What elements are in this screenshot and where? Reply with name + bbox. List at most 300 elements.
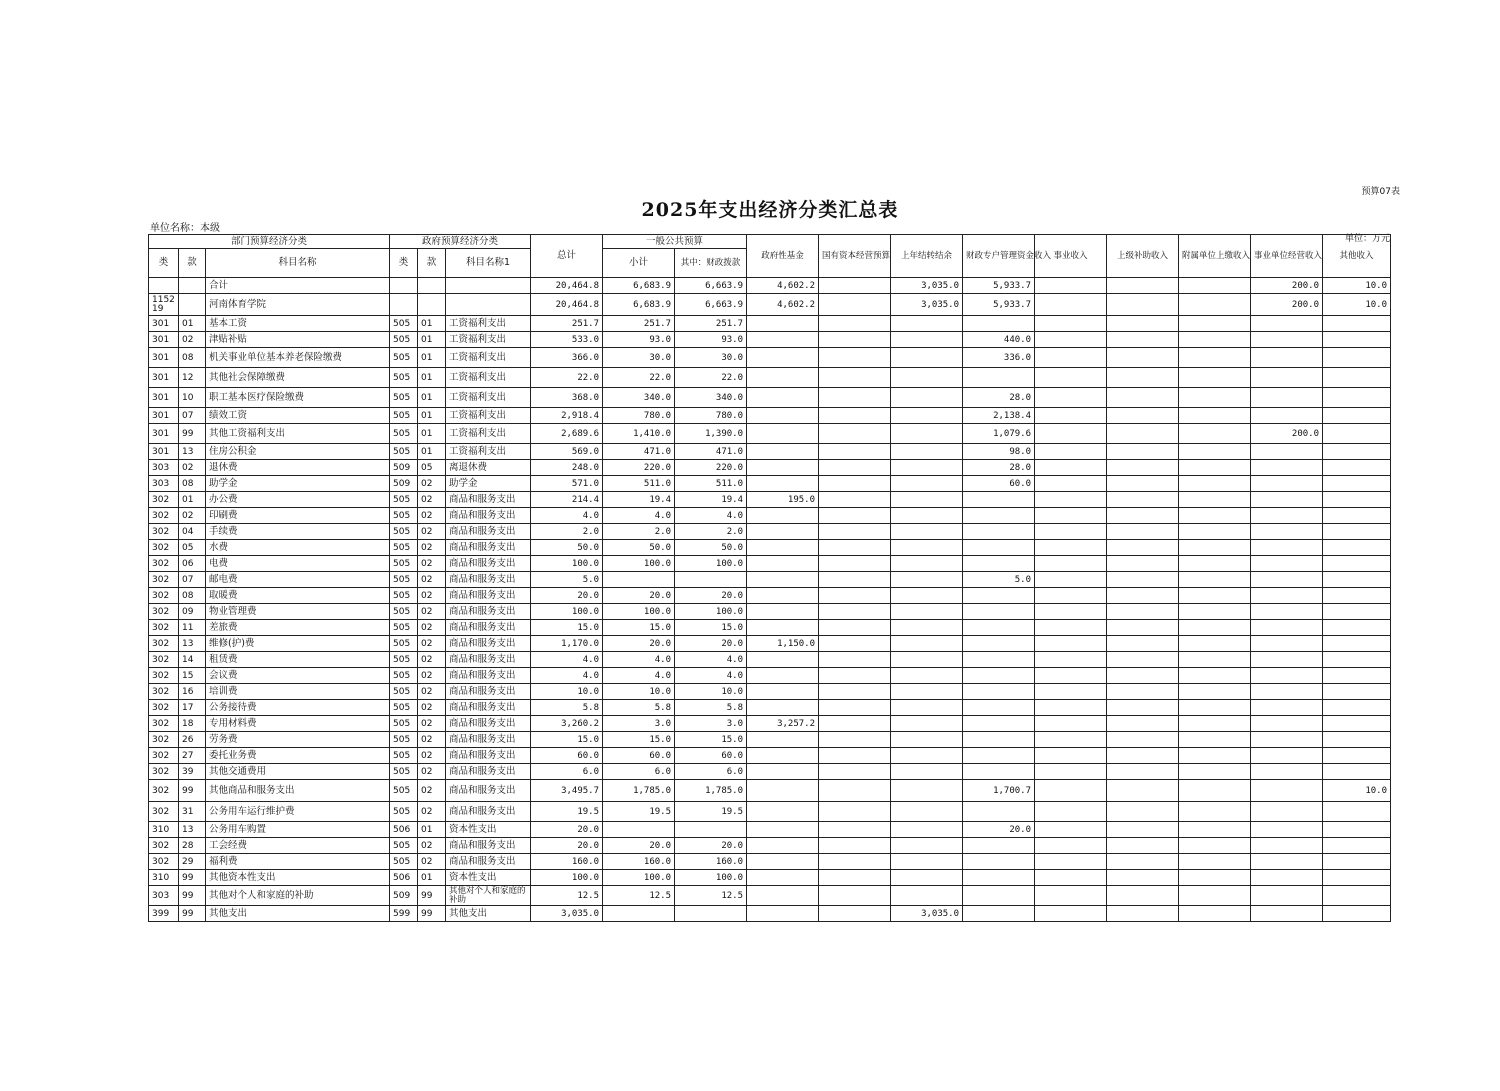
cell-total: 20,464.8 [531, 294, 603, 316]
cell-other-income [1323, 802, 1391, 822]
cell-gov-fund [747, 764, 819, 780]
table-row [149, 700, 1391, 716]
cell-special-fund [963, 906, 1035, 922]
cell-gov-lei: 505 [390, 572, 418, 588]
cell-gov-kuan: 02 [418, 802, 446, 822]
cell-gov-fund [747, 348, 819, 368]
table-row [149, 316, 1391, 332]
cell-gov-lei: 505 [390, 492, 418, 508]
cell-gov-kuan: 02 [418, 540, 446, 556]
cell-special-fund [963, 588, 1035, 604]
cell-state-capital [819, 886, 891, 906]
cell-operating-income [1251, 620, 1323, 636]
cell-fiscal: 22.0 [675, 368, 747, 388]
cell-gov-kuan [418, 278, 446, 294]
cell-total: 251.7 [531, 316, 603, 332]
cell-gov-lei: 505 [390, 652, 418, 668]
cell-operating-income: 200.0 [1251, 424, 1323, 444]
cell-fiscal: 6.0 [675, 764, 747, 780]
cell-gov-lei: 505 [390, 748, 418, 764]
cell-affiliate-income [1179, 652, 1251, 668]
cell-gov-lei: 505 [390, 540, 418, 556]
cell-dept-name: 差旅费 [206, 620, 390, 636]
cell-dept-name: 租赁费 [206, 652, 390, 668]
cell-other-income [1323, 368, 1391, 388]
cell-gov-fund [747, 388, 819, 408]
cell-gov-kuan: 02 [418, 748, 446, 764]
cell-lei: 303 [149, 476, 179, 492]
cell-total: 3,495.7 [531, 780, 603, 802]
cell-gov-kuan: 01 [418, 348, 446, 368]
cell-operating-income [1251, 332, 1323, 348]
cell-state-capital [819, 408, 891, 424]
cell-gov-name: 商品和服务支出 [446, 764, 531, 780]
cell-state-capital [819, 572, 891, 588]
cell-gov-kuan: 02 [418, 700, 446, 716]
cell-gov-fund [747, 780, 819, 802]
cell-operating-income [1251, 764, 1323, 780]
cell-subtotal: 100.0 [603, 870, 675, 886]
cell-subtotal: 5.8 [603, 700, 675, 716]
cell-operating-income [1251, 508, 1323, 524]
cell-carryover [891, 540, 963, 556]
cell-operating-income: 200.0 [1251, 278, 1323, 294]
cell-subtotal [603, 906, 675, 922]
cell-carryover [891, 620, 963, 636]
cell-state-capital [819, 636, 891, 652]
cell-fiscal: 251.7 [675, 316, 747, 332]
cell-fiscal [675, 906, 747, 922]
cell-dept-name: 津贴补贴 [206, 332, 390, 348]
cell-gov-name: 工资福利支出 [446, 444, 531, 460]
cell-total: 15.0 [531, 732, 603, 748]
cell-carryover [891, 348, 963, 368]
cell-special-fund [963, 668, 1035, 684]
cell-gov-name: 商品和服务支出 [446, 700, 531, 716]
cell-carryover [891, 822, 963, 838]
cell-subtotal: 220.0 [603, 460, 675, 476]
cell-affiliate-income [1179, 668, 1251, 684]
cell-gov-kuan: 02 [418, 732, 446, 748]
cell-total: 19.5 [531, 802, 603, 822]
cell-state-capital [819, 854, 891, 870]
table-row [149, 838, 1391, 854]
unit-label: 单位：万元 [1344, 234, 1390, 244]
cell-superior-subsidy [1107, 388, 1179, 408]
cell-gov-kuan: 02 [418, 854, 446, 870]
cell-operating-income [1251, 492, 1323, 508]
cell-state-capital [819, 732, 891, 748]
cell-gov-lei: 509 [390, 476, 418, 492]
cell-other-income [1323, 668, 1391, 684]
cell-gov-fund [747, 620, 819, 636]
cell-other-income [1323, 652, 1391, 668]
cell-kuan: 18 [179, 716, 206, 732]
cell-business-income [1035, 764, 1107, 780]
cell-gov-name: 商品和服务支出 [446, 668, 531, 684]
cell-operating-income: 200.0 [1251, 294, 1323, 316]
table-row [149, 294, 1391, 316]
cell-total: 20.0 [531, 588, 603, 604]
cell-superior-subsidy [1107, 870, 1179, 886]
cell-affiliate-income [1179, 870, 1251, 886]
cell-special-fund [963, 802, 1035, 822]
cell-business-income [1035, 652, 1107, 668]
cell-operating-income [1251, 556, 1323, 572]
cell-carryover [891, 748, 963, 764]
cell-carryover [891, 524, 963, 540]
cell-business-income [1035, 870, 1107, 886]
cell-fiscal [675, 822, 747, 838]
table-row [149, 540, 1391, 556]
cell-dept-name: 公务接待费 [206, 700, 390, 716]
cell-total: 100.0 [531, 556, 603, 572]
cell-kuan: 39 [179, 764, 206, 780]
table-row [149, 668, 1391, 684]
cell-special-fund [963, 604, 1035, 620]
cell-affiliate-income [1179, 716, 1251, 732]
cell-gov-name: 商品和服务支出 [446, 492, 531, 508]
cell-gov-lei: 505 [390, 348, 418, 368]
cell-other-income [1323, 764, 1391, 780]
cell-carryover [891, 388, 963, 408]
cell-affiliate-income [1179, 408, 1251, 424]
cell-total: 6.0 [531, 764, 603, 780]
cell-lei: 301 [149, 424, 179, 444]
cell-lei: 302 [149, 668, 179, 684]
cell-other-income [1323, 572, 1391, 588]
cell-state-capital [819, 508, 891, 524]
cell-other-income [1323, 492, 1391, 508]
table-row [149, 348, 1391, 368]
cell-affiliate-income [1179, 838, 1251, 854]
cell-gov-kuan: 02 [418, 524, 446, 540]
cell-subtotal: 6.0 [603, 764, 675, 780]
cell-operating-income [1251, 476, 1323, 492]
cell-business-income [1035, 716, 1107, 732]
cell-gov-lei: 505 [390, 854, 418, 870]
cell-gov-name: 商品和服务支出 [446, 524, 531, 540]
cell-total: 15.0 [531, 620, 603, 636]
cell-gov-kuan: 02 [418, 716, 446, 732]
cell-business-income [1035, 332, 1107, 348]
cell-special-fund [963, 838, 1035, 854]
cell-gov-name: 其他支出 [446, 906, 531, 922]
cell-gov-lei: 509 [390, 886, 418, 906]
cell-lei: 302 [149, 764, 179, 780]
cell-affiliate-income [1179, 278, 1251, 294]
cell-carryover [891, 716, 963, 732]
cell-kuan: 17 [179, 700, 206, 716]
header-dept-group: 部门预算经济分类 [149, 235, 390, 249]
cell-fiscal: 100.0 [675, 870, 747, 886]
header-general-group: 一般公共预算 [603, 235, 747, 249]
cell-subtotal: 60.0 [603, 748, 675, 764]
cell-dept-name: 水费 [206, 540, 390, 556]
cell-gov-name: 工资福利支出 [446, 332, 531, 348]
header-gov-name: 科目名称1 [446, 249, 531, 278]
cell-operating-income [1251, 716, 1323, 732]
cell-total: 5.8 [531, 700, 603, 716]
cell-dept-name: 绩效工资 [206, 408, 390, 424]
cell-gov-lei: 505 [390, 620, 418, 636]
table-row [149, 444, 1391, 460]
cell-gov-kuan: 01 [418, 388, 446, 408]
cell-other-income [1323, 524, 1391, 540]
table-row [149, 802, 1391, 822]
cell-business-income [1035, 294, 1107, 316]
table-row [149, 508, 1391, 524]
cell-fiscal: 12.5 [675, 886, 747, 906]
header-gov-group: 政府预算经济分类 [390, 235, 531, 249]
cell-special-fund [963, 652, 1035, 668]
cell-gov-fund: 4,602.2 [747, 278, 819, 294]
cell-subtotal: 4.0 [603, 508, 675, 524]
cell-subtotal: 100.0 [603, 604, 675, 620]
cell-operating-income [1251, 460, 1323, 476]
cell-fiscal: 10.0 [675, 684, 747, 700]
cell-gov-kuan: 02 [418, 620, 446, 636]
cell-total: 100.0 [531, 604, 603, 620]
cell-affiliate-income [1179, 476, 1251, 492]
cell-gov-kuan: 02 [418, 492, 446, 508]
cell-business-income [1035, 388, 1107, 408]
cell-carryover: 3,035.0 [891, 906, 963, 922]
cell-fiscal: 15.0 [675, 620, 747, 636]
cell-special-fund [963, 684, 1035, 700]
cell-dept-name: 机关事业单位基本养老保险缴费 [206, 348, 390, 368]
cell-special-fund [963, 620, 1035, 636]
cell-gov-name: 商品和服务支出 [446, 780, 531, 802]
cell-affiliate-income [1179, 764, 1251, 780]
cell-other-income [1323, 838, 1391, 854]
cell-gov-lei: 505 [390, 636, 418, 652]
cell-total: 533.0 [531, 332, 603, 348]
cell-superior-subsidy [1107, 780, 1179, 802]
table-row [149, 524, 1391, 540]
cell-kuan: 07 [179, 572, 206, 588]
cell-business-income [1035, 424, 1107, 444]
cell-superior-subsidy [1107, 368, 1179, 388]
cell-kuan: 15 [179, 668, 206, 684]
cell-kuan: 07 [179, 408, 206, 424]
cell-operating-income [1251, 604, 1323, 620]
cell-lei: 302 [149, 748, 179, 764]
cell-carryover [891, 870, 963, 886]
cell-special-fund [963, 492, 1035, 508]
cell-gov-name: 工资福利支出 [446, 316, 531, 332]
cell-subtotal: 20.0 [603, 588, 675, 604]
cell-carryover [891, 684, 963, 700]
cell-fiscal: 220.0 [675, 460, 747, 476]
cell-special-fund [963, 540, 1035, 556]
cell-carryover [891, 444, 963, 460]
cell-gov-lei: 505 [390, 408, 418, 424]
cell-subtotal: 20.0 [603, 838, 675, 854]
cell-superior-subsidy [1107, 748, 1179, 764]
cell-fiscal [675, 572, 747, 588]
cell-carryover [891, 508, 963, 524]
cell-total: 2,918.4 [531, 408, 603, 424]
header-total: 总计 [531, 235, 603, 278]
cell-other-income [1323, 604, 1391, 620]
table-row [149, 476, 1391, 492]
cell-business-income [1035, 588, 1107, 604]
cell-kuan: 26 [179, 732, 206, 748]
cell-kuan: 13 [179, 636, 206, 652]
cell-subtotal: 6,683.9 [603, 294, 675, 316]
cell-affiliate-income [1179, 620, 1251, 636]
cell-dept-name: 物业管理费 [206, 604, 390, 620]
cell-gov-lei: 505 [390, 700, 418, 716]
cell-kuan: 08 [179, 476, 206, 492]
cell-operating-income [1251, 668, 1323, 684]
cell-superior-subsidy [1107, 668, 1179, 684]
cell-other-income [1323, 444, 1391, 460]
cell-state-capital [819, 492, 891, 508]
cell-gov-name: 商品和服务支出 [446, 604, 531, 620]
cell-affiliate-income [1179, 316, 1251, 332]
cell-kuan: 05 [179, 540, 206, 556]
table-row [149, 460, 1391, 476]
cell-total: 20.0 [531, 838, 603, 854]
cell-kuan: 99 [179, 906, 206, 922]
cell-total: 3,035.0 [531, 906, 603, 922]
table-row [149, 388, 1391, 408]
cell-kuan: 13 [179, 822, 206, 838]
cell-kuan [179, 294, 206, 316]
cell-carryover [891, 316, 963, 332]
cell-gov-lei: 505 [390, 716, 418, 732]
cell-subtotal: 12.5 [603, 886, 675, 906]
cell-affiliate-income [1179, 540, 1251, 556]
cell-gov-fund [747, 700, 819, 716]
cell-business-income [1035, 802, 1107, 822]
cell-operating-income [1251, 524, 1323, 540]
cell-fiscal: 15.0 [675, 732, 747, 748]
cell-operating-income [1251, 732, 1323, 748]
cell-carryover [891, 802, 963, 822]
cell-gov-kuan: 99 [418, 886, 446, 906]
cell-gov-kuan: 01 [418, 822, 446, 838]
cell-affiliate-income [1179, 854, 1251, 870]
cell-dept-name: 培训费 [206, 684, 390, 700]
cell-other-income [1323, 556, 1391, 572]
cell-special-fund [963, 524, 1035, 540]
cell-carryover [891, 332, 963, 348]
cell-fiscal: 471.0 [675, 444, 747, 460]
cell-business-income [1035, 748, 1107, 764]
cell-gov-kuan: 02 [418, 604, 446, 620]
cell-carryover [891, 460, 963, 476]
cell-gov-fund [747, 748, 819, 764]
cell-gov-name: 商品和服务支出 [446, 652, 531, 668]
cell-fiscal: 100.0 [675, 556, 747, 572]
cell-superior-subsidy [1107, 620, 1179, 636]
cell-dept-name: 公务用车运行维护费 [206, 802, 390, 822]
cell-superior-subsidy [1107, 802, 1179, 822]
cell-subtotal: 30.0 [603, 348, 675, 368]
cell-subtotal: 471.0 [603, 444, 675, 460]
cell-lei: 302 [149, 572, 179, 588]
cell-gov-fund [747, 476, 819, 492]
cell-other-income [1323, 460, 1391, 476]
cell-superior-subsidy [1107, 716, 1179, 732]
cell-other-income [1323, 424, 1391, 444]
cell-superior-subsidy [1107, 906, 1179, 922]
cell-subtotal: 780.0 [603, 408, 675, 424]
cell-gov-lei: 505 [390, 764, 418, 780]
cell-gov-name: 其他对个人和家庭的补助 [446, 886, 531, 906]
cell-gov-lei: 505 [390, 332, 418, 348]
cell-business-income [1035, 556, 1107, 572]
cell-affiliate-income [1179, 460, 1251, 476]
cell-superior-subsidy [1107, 556, 1179, 572]
cell-subtotal: 6,683.9 [603, 278, 675, 294]
cell-gov-fund [747, 316, 819, 332]
cell-gov-name: 离退休费 [446, 460, 531, 476]
cell-carryover [891, 886, 963, 906]
cell-special-fund [963, 886, 1035, 906]
cell-operating-income [1251, 748, 1323, 764]
cell-business-income [1035, 668, 1107, 684]
cell-gov-name: 商品和服务支出 [446, 716, 531, 732]
cell-dept-name: 电费 [206, 556, 390, 572]
cell-total: 20,464.8 [531, 278, 603, 294]
header-lei: 类 [149, 249, 179, 278]
cell-state-capital [819, 764, 891, 780]
cell-affiliate-income [1179, 700, 1251, 716]
cell-affiliate-income [1179, 294, 1251, 316]
cell-gov-kuan: 99 [418, 906, 446, 922]
cell-subtotal: 22.0 [603, 368, 675, 388]
table-row [149, 684, 1391, 700]
expenditure-table [148, 234, 1391, 922]
cell-special-fund: 2,138.4 [963, 408, 1035, 424]
cell-gov-name: 商品和服务支出 [446, 854, 531, 870]
cell-gov-kuan: 02 [418, 508, 446, 524]
cell-affiliate-income [1179, 388, 1251, 408]
cell-gov-lei: 505 [390, 368, 418, 388]
cell-superior-subsidy [1107, 700, 1179, 716]
cell-gov-kuan: 02 [418, 636, 446, 652]
cell-affiliate-income [1179, 332, 1251, 348]
cell-gov-fund [747, 802, 819, 822]
cell-special-fund [963, 870, 1035, 886]
cell-gov-lei: 505 [390, 780, 418, 802]
cell-gov-fund [747, 652, 819, 668]
cell-carryover [891, 588, 963, 604]
cell-lei: 302 [149, 556, 179, 572]
cell-subtotal [603, 822, 675, 838]
cell-gov-lei: 599 [390, 906, 418, 922]
cell-kuan: 02 [179, 508, 206, 524]
cell-affiliate-income [1179, 424, 1251, 444]
cell-business-income [1035, 540, 1107, 556]
cell-superior-subsidy [1107, 316, 1179, 332]
cell-affiliate-income [1179, 588, 1251, 604]
cell-special-fund [963, 368, 1035, 388]
header-other-income: 其他收入 [1323, 235, 1391, 278]
cell-lei: 302 [149, 716, 179, 732]
cell-lei: 302 [149, 684, 179, 700]
cell-carryover [891, 636, 963, 652]
cell-gov-kuan: 05 [418, 460, 446, 476]
cell-operating-income [1251, 408, 1323, 424]
cell-operating-income [1251, 822, 1323, 838]
cell-kuan: 06 [179, 556, 206, 572]
cell-gov-fund: 195.0 [747, 492, 819, 508]
